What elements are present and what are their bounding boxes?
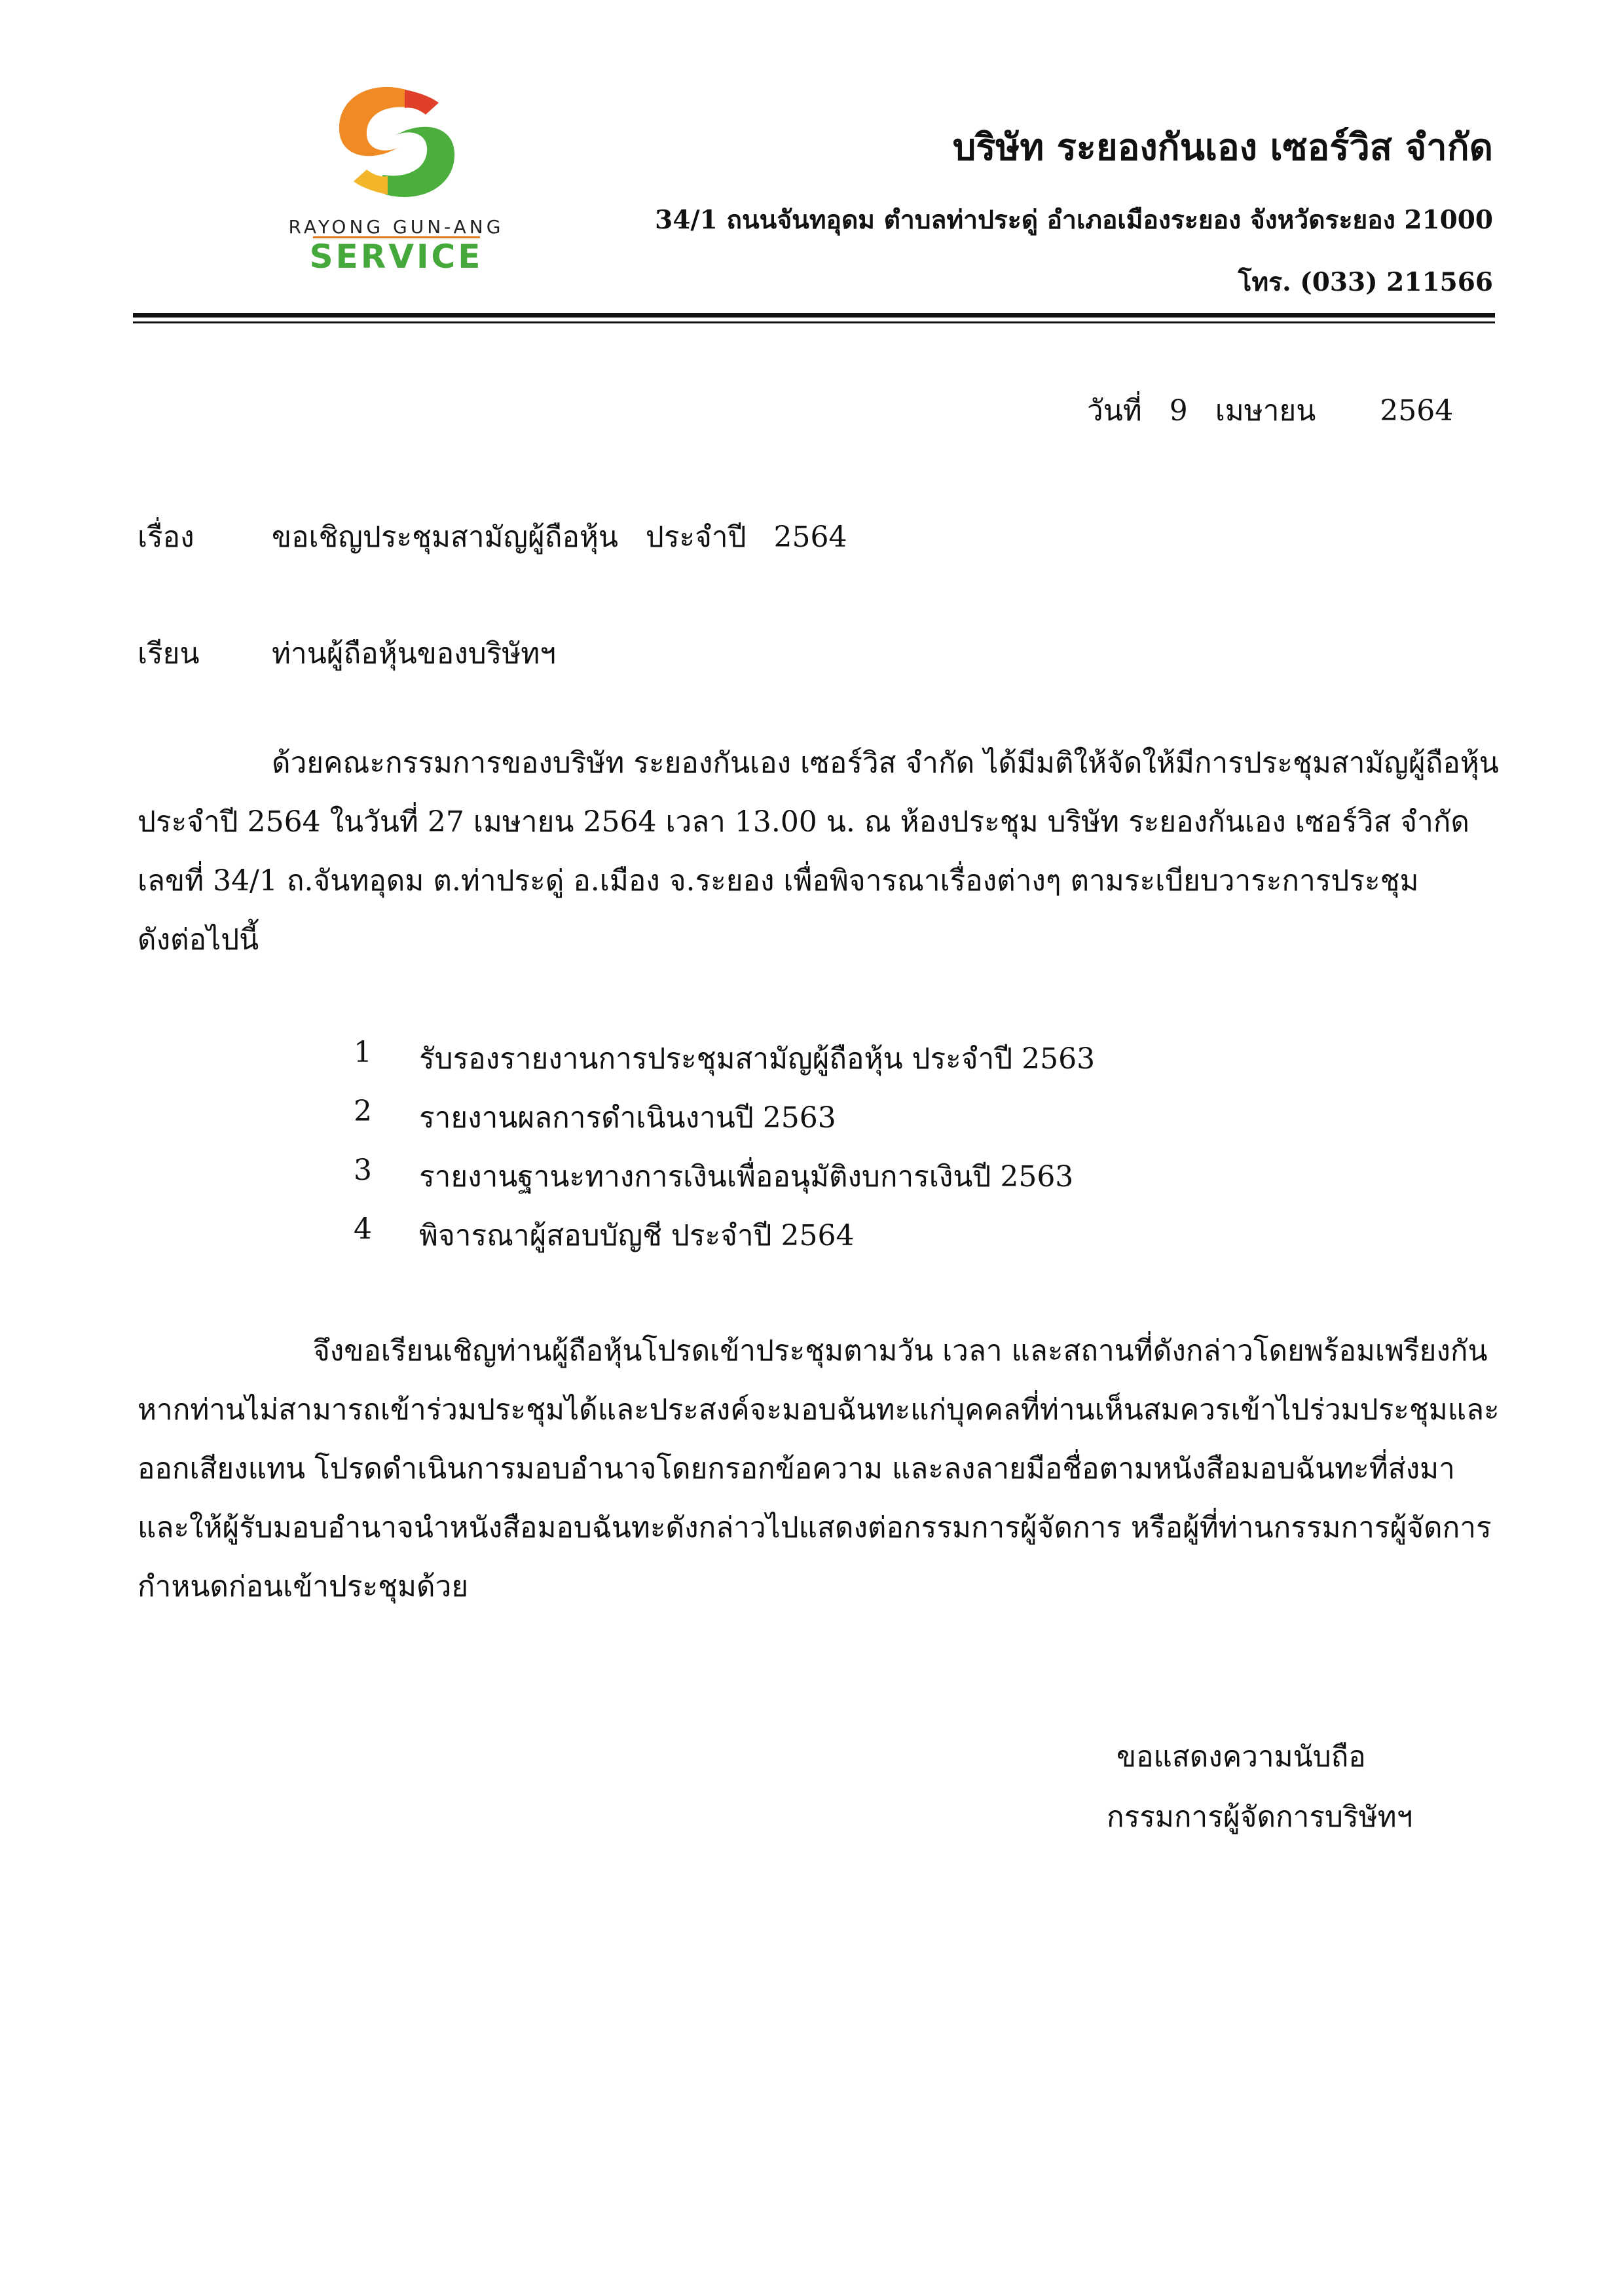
header-divider-thin bbox=[133, 321, 1495, 323]
paragraph-line: จึงขอเรียนเชิญท่านผู้ถือหุ้นโปรดเข้าประชุมตามวัน เวลา และสถานที่ดังกล่าวโดยพร้อมเพรียงกัน bbox=[313, 1334, 1488, 1368]
paragraph-line: กำหนดก่อนเข้าประชุมด้วย bbox=[138, 1570, 469, 1603]
recipient-label: เรียน bbox=[138, 637, 200, 670]
paragraph-line: เลขที่ 34/1 ถ.จันทอุดม ต.ท่าประดู่ อ.เมือง จ.ระยอง เพื่อพิจารณาเรื่องต่างๆ ตามระเบียบวาระการประชุม bbox=[138, 864, 1419, 898]
logo-mark-icon bbox=[327, 75, 465, 206]
logo-text-top: RAYONG GUN-ANG bbox=[288, 216, 504, 238]
recipient-text: ท่านผู้ถือหุ้นของบริษัทฯ bbox=[272, 637, 556, 670]
subject-label: เรื่อง bbox=[138, 520, 194, 554]
signer-title: กรรมการผู้จัดการบริษัทฯ bbox=[1107, 1800, 1413, 1834]
paragraph-line: ด้วยคณะกรรมการของบริษัท ระยองกันเอง เซอร์วิส จำกัด ได้มีมติให้จัดให้มีการประชุมสามัญผู้ถือหุ้น bbox=[272, 746, 1499, 780]
company-address: 34/1 ถนนจันทอุดม ตำบลท่าประดู่ อำเภอเมืองระยอง จังหวัดระยอง 21000 bbox=[655, 205, 1493, 235]
agenda-text: รับรองรายงานการประชุมสามัญผู้ถือหุ้น ประจำปี 2563 bbox=[419, 1042, 1096, 1076]
agenda-text: รายงานผลการดำเนินงานปี 2563 bbox=[419, 1101, 836, 1135]
paragraph-line: ประจำปี 2564 ในวันที่ 27 เมษายน 2564 เวลา 13.00 น. ณ ห้องประชุม บริษัท ระยองกันเอง เซอร์วิส จำกัด bbox=[138, 805, 1469, 839]
agenda-text: รายงานฐานะทางการเงินเพื่ออนุมัติงบการเงินปี 2563 bbox=[419, 1160, 1074, 1194]
paragraph-line: หากท่านไม่สามารถเข้าร่วมประชุมได้และประสงค์จะมอบฉันทะแก่บุคคลที่ท่านเห็นสมควรเข้าไปร่วมประชุมและ bbox=[138, 1393, 1500, 1427]
agenda-number: 2 bbox=[354, 1095, 372, 1128]
logo-text-bottom: SERVICE bbox=[309, 238, 483, 276]
company-logo bbox=[255, 75, 537, 285]
company-phone: โทร. (033) 211566 bbox=[1238, 267, 1493, 297]
agenda-number: 3 bbox=[354, 1154, 372, 1187]
subject-text: ขอเชิญประชุมสามัญผู้ถือหุ้น ประจำปี 2564 bbox=[272, 520, 847, 554]
paragraph-line: ออกเสียงแทน โปรดดำเนินการมอบอำนาจโดยกรอกข้อความ และลงลายมือชื่อตามหนังสือมอบฉันทะที่ส่งมา bbox=[138, 1452, 1455, 1485]
company-name: บริษัท ระยองกันเอง เซอร์วิส จำกัด bbox=[952, 126, 1493, 169]
agenda-number: 1 bbox=[354, 1036, 372, 1069]
header-divider-thick bbox=[133, 313, 1495, 318]
paragraph-line: และให้ผู้รับมอบอำนาจนำหนังสือมอบฉันทะดังกล่าวไปแสดงต่อกรรมการผู้จัดการ หรือผู้ที่ท่านกรรมการผู้จัดการ bbox=[138, 1511, 1492, 1544]
agenda-text: พิจารณาผู้สอบบัญชี ประจำปี 2564 bbox=[419, 1219, 855, 1252]
agenda-number: 4 bbox=[354, 1212, 372, 1246]
closing-regards: ขอแสดงความนับถือ bbox=[1116, 1740, 1366, 1774]
letter-date: วันที่ 9 เมษายน 2564 bbox=[1087, 394, 1454, 428]
paragraph-line: ดังต่อไปนี้ bbox=[138, 923, 259, 957]
